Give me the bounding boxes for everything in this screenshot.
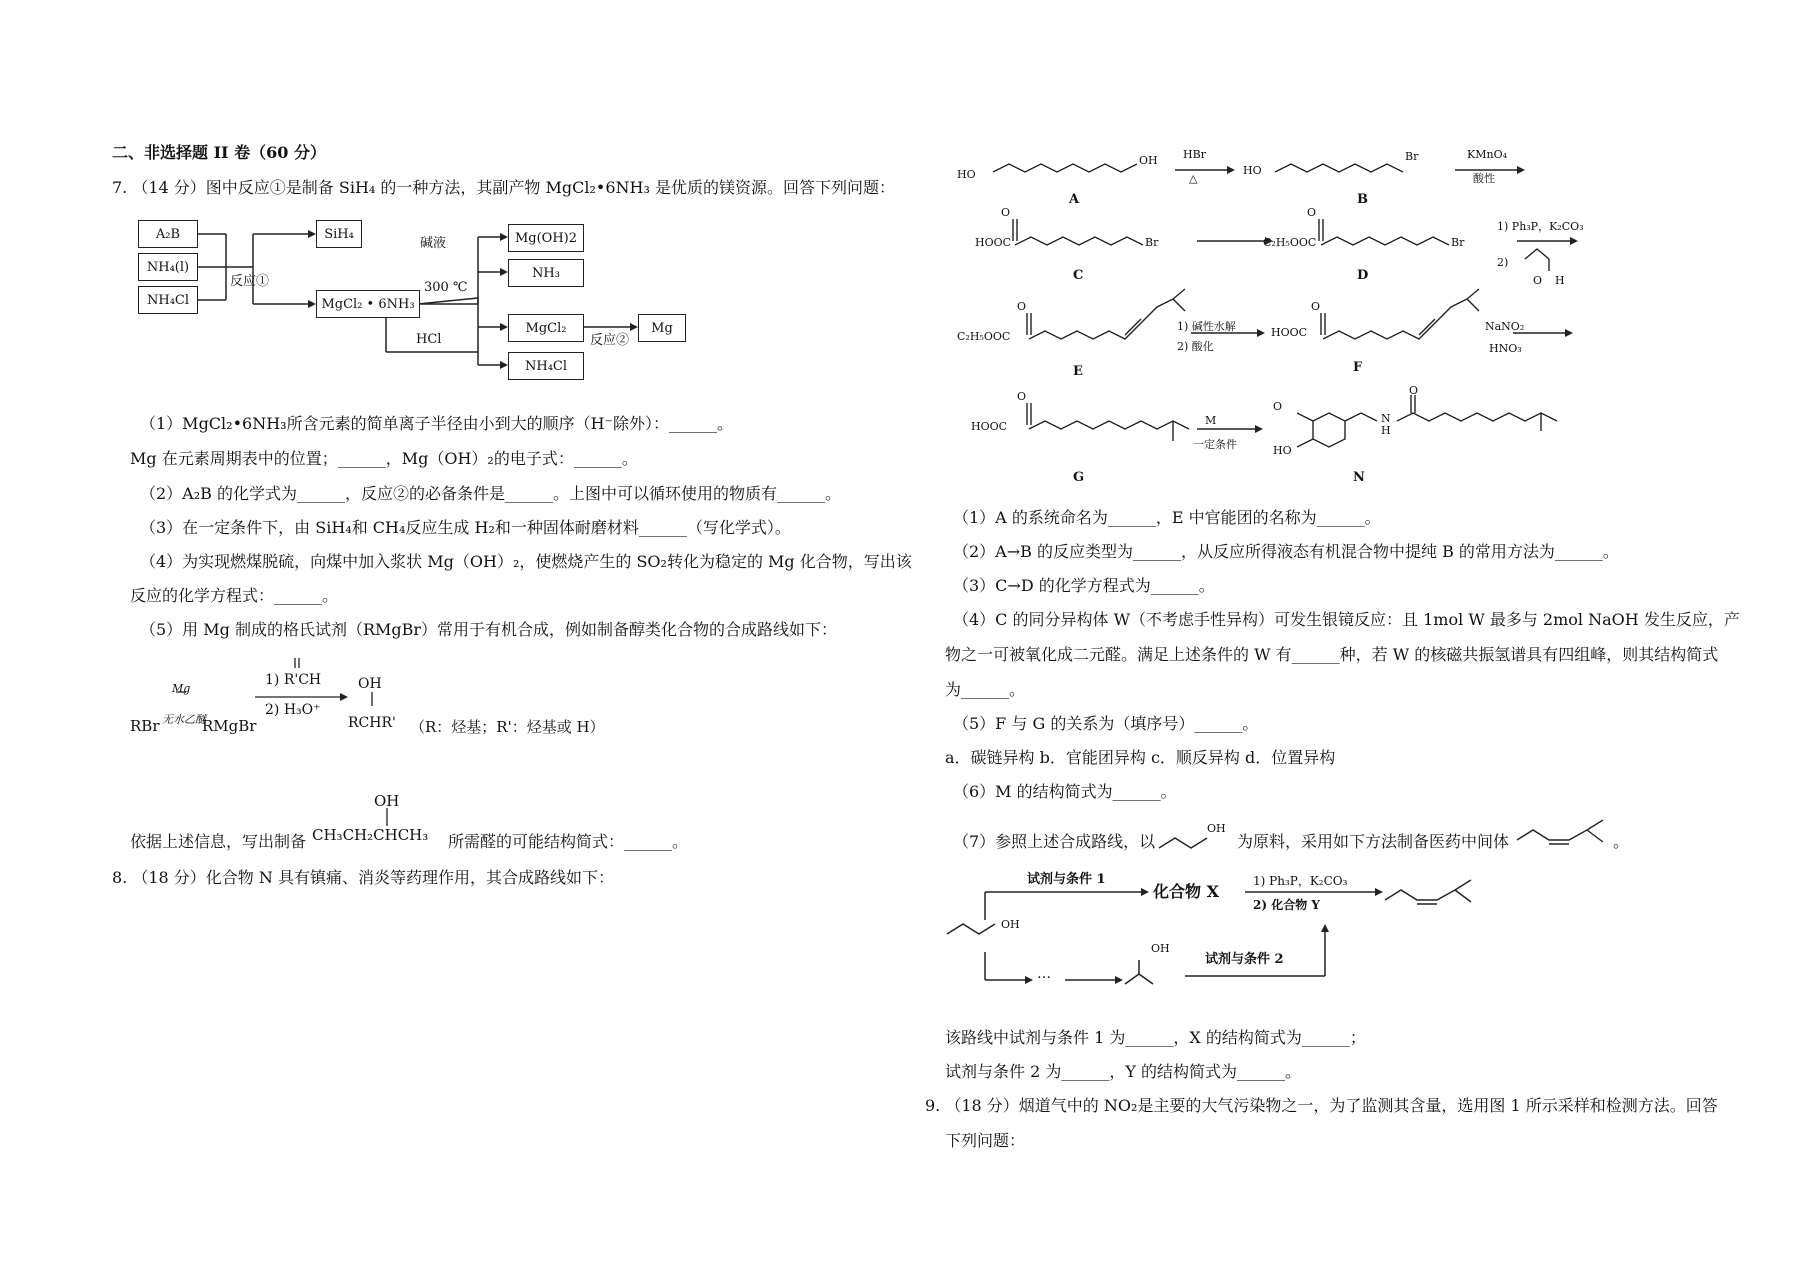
label-f: F xyxy=(1353,360,1363,375)
route-compound-x: 化合物 X xyxy=(1153,882,1219,901)
section-title: 二、非选择题 II 卷（60 分） xyxy=(112,143,326,162)
box-nh4cl-input: NH₄Cl xyxy=(138,286,198,314)
c-hooc: HOOC xyxy=(975,236,1012,249)
q8-part5: （5）F 与 G 的关系为（填序号）______。 xyxy=(953,714,1259,733)
ef-top: 1) 碱性水解 xyxy=(1177,320,1236,333)
route-start-oh: OH xyxy=(1001,918,1020,931)
box-sih4: SiH₄ xyxy=(316,220,362,248)
fg-bot: HNO₃ xyxy=(1489,342,1522,355)
d-c2h5ooc: C₂H₅OOC xyxy=(1263,236,1317,249)
box-mgoh2: Mg(OH)2 xyxy=(508,224,584,252)
q8-part1: （1）A 的系统命名为______，E 中官能团的名称为______。 xyxy=(953,508,1381,527)
grignard-step1: 1) R'CH xyxy=(265,672,322,688)
label-reaction1: 反应① xyxy=(230,274,270,289)
n-h: H xyxy=(1381,424,1391,437)
q7-target-oh: OH xyxy=(374,792,400,810)
f-hooc: HOOC xyxy=(1271,326,1308,339)
grignard-step2: 2) H₃O⁺ xyxy=(265,702,321,718)
g-o: O xyxy=(1017,390,1027,403)
de-top: 1) Ph₃P，K₂CO₃ xyxy=(1497,220,1584,233)
q8-route-answer1: 该路线中试剂与条件 1 为______，X 的结构简式为______； xyxy=(945,1028,1366,1047)
de-o: O xyxy=(1533,274,1543,287)
n-n: N xyxy=(1381,412,1391,425)
label-a: A xyxy=(1069,192,1080,207)
q7-part1b: Mg 在元素周期表中的位置；______，Mg（OH）₂的电子式：______。 xyxy=(130,449,638,468)
q7-flow-diagram xyxy=(138,212,698,392)
q8-route-answer2: 试剂与条件 2 为______，Y 的结构简式为______。 xyxy=(945,1062,1302,1081)
q7-target-struct: CH₃CH₂CHCH₃ xyxy=(312,826,429,844)
route-ylid2: 2) 化合物 Y xyxy=(1253,898,1320,912)
g-hooc: HOOC xyxy=(971,420,1008,433)
c-o: O xyxy=(1001,206,1011,219)
right-column xyxy=(925,0,1815,1282)
de-bot: 2) xyxy=(1497,256,1509,269)
fg-top: NaNO₂ xyxy=(1485,320,1525,333)
route-cond1: 试剂与条件 1 xyxy=(1027,872,1106,887)
grignard-product: RCHR' xyxy=(348,715,396,731)
grignard-route xyxy=(130,650,630,740)
a-ho: HO xyxy=(957,168,976,181)
q8-part3: （3）C→D 的化学方程式为______。 xyxy=(953,576,1215,595)
route-cond2: 试剂与条件 2 xyxy=(1205,952,1284,967)
box-nh3: NH₃ xyxy=(508,259,584,287)
label-b: B xyxy=(1357,192,1368,207)
a-oh: OH xyxy=(1139,154,1158,167)
q7-part3: （3）在一定条件下，由 SiH₄和 CH₄反应生成 H₂和一种固体耐磨材料______（写化学式）。 xyxy=(140,518,791,537)
box-mgcl2-6nh3: MgCl₂ • 6NH₃ xyxy=(316,290,420,318)
n-ho: HO xyxy=(1273,444,1292,457)
q7-part5: （5）用 Mg 制成的格氏试剂（RMgBr）常用于有机合成，例如制备醇类化合物的合成路线如下： xyxy=(140,620,838,639)
label-n: N xyxy=(1353,470,1365,485)
q7-part5b-pre: 依据上述信息，写出制备 xyxy=(130,832,307,851)
label-300c: 300 ℃ xyxy=(424,280,468,295)
q7-stem: 7. （14 分）图中反应①是制备 SiH₄ 的一种方法，其副产物 MgCl₂•6NH₃ 是优质的镁资源。回答下列问题： xyxy=(112,178,895,197)
q8-part2: （2）A→B 的反应类型为______，从反应所得液态有机混合物中提纯 B 的常用方法为______。 xyxy=(953,542,1619,561)
route-intermediate-oh: OH xyxy=(1151,942,1170,955)
q8-stem: 8. （18 分）化合物 N 具有镇痛、消炎等药理作用，其合成路线如下： xyxy=(112,868,614,887)
label-e: E xyxy=(1073,364,1083,379)
grignard-rbr: RBr xyxy=(130,717,160,735)
f-o: O xyxy=(1311,300,1321,313)
grignard-note: （R：烃基；R'：烃基或 H） xyxy=(410,718,605,736)
q8-part6: （6）M 的结构简式为______。 xyxy=(953,782,1177,801)
n-o: O xyxy=(1273,400,1283,413)
label-reaction2: 反应② xyxy=(590,333,630,348)
box-nh4l: NH₄(l) xyxy=(138,253,198,281)
q8-part4a: （4）C 的同分异构体 W（不考虑手性异构）可发生银镜反应：且 1mol W 最多与 2mol NaOH 发生反应，产 xyxy=(953,610,1740,629)
row4-structures xyxy=(965,385,1605,475)
q8-part7-target xyxy=(1513,818,1623,858)
route-dots: … xyxy=(1037,966,1051,982)
bc-bot: 酸性 xyxy=(1473,172,1495,185)
q8-route-diagram xyxy=(945,872,1505,992)
grignard-oh: OH xyxy=(358,676,382,692)
q8-part7-post: 。 xyxy=(1613,832,1630,851)
n-carbonyl-o: O xyxy=(1409,384,1419,397)
ab-bot: △ xyxy=(1189,172,1198,185)
gn-bot: 一定条件 xyxy=(1193,438,1237,451)
b-br: Br xyxy=(1405,150,1419,163)
route-ylid1: 1) Ph₃P，K₂CO₃ xyxy=(1253,874,1348,888)
ef-bot: 2) 酸化 xyxy=(1177,340,1214,353)
q8-part7-oh: OH xyxy=(1207,822,1226,835)
q7-part1a: （1）MgCl₂•6NH₃所含元素的简单离子半径由小到大的顺序（H⁻除外）：______。 xyxy=(140,414,733,433)
ab-top: HBr xyxy=(1183,148,1206,161)
q7-part5b-post: 所需醛的可能结构简式：______。 xyxy=(448,832,689,851)
q7-part4a: （4）为实现燃煤脱硫，向煤中加入浆状 Mg（OH）₂，使燃烧产生的 SO₂转化为稳定的 Mg 化合物，写出该 xyxy=(140,552,912,571)
label-hcl: HCl xyxy=(416,332,442,347)
label-g: G xyxy=(1073,470,1085,485)
q9-line1: 9. （18 分）烟道气中的 NO₂是主要的大气污染物之一，为了监测其含量，选用图 1 所示采样和检测方法。回答 xyxy=(925,1096,1718,1115)
q8-part5-options: a．碳链异构 b．官能团异构 c．顺反异构 d．位置异构 xyxy=(945,748,1336,767)
d-o: O xyxy=(1307,206,1317,219)
label-d: D xyxy=(1357,268,1369,283)
q8-part7-pre: （7）参照上述合成路线，以 xyxy=(953,832,1156,851)
b-ho: HO xyxy=(1243,164,1262,177)
box-mgcl2: MgCl₂ xyxy=(508,314,584,342)
box-mg: Mg xyxy=(638,314,686,342)
c-br: Br xyxy=(1145,236,1159,249)
gn-top: M xyxy=(1205,414,1217,427)
d-br: Br xyxy=(1451,236,1465,249)
q8-part4b: 物之一可被氧化成二元醛。满足上述条件的 W 有______种，若 W 的核磁共振氢谱具有四组峰，则其结构简式 xyxy=(945,645,1719,664)
label-alkali: 碱液 xyxy=(420,236,447,251)
q8-part7-mid: 为原料，采用如下方法制备医药中间体 xyxy=(1237,832,1510,851)
q7-part4b: 反应的化学方程式：______。 xyxy=(130,586,339,605)
q8-part4c: 为______。 xyxy=(945,680,1026,699)
grignard-solvent: 无水乙醚 xyxy=(162,713,206,726)
label-c: C xyxy=(1073,268,1084,283)
q9-line2: 下列问题： xyxy=(945,1131,1026,1150)
box-nh4cl-output: NH₄Cl xyxy=(508,352,584,380)
q7-part2: （2）A₂B 的化学式为______，反应②的必备条件是______。上图中可以循环使用的物质有______。 xyxy=(140,484,841,503)
de-h: H xyxy=(1555,274,1565,287)
box-a2b: A₂B xyxy=(138,220,198,248)
q7-target-bond xyxy=(382,808,392,828)
grignard-mg: Mg xyxy=(172,682,191,695)
grignard-rmgbr: RMgBr xyxy=(202,717,257,735)
e-c2h5ooc: C₂H₅OOC xyxy=(957,330,1011,343)
bc-top: KMnO₄ xyxy=(1467,148,1507,161)
e-o: O xyxy=(1017,300,1027,313)
